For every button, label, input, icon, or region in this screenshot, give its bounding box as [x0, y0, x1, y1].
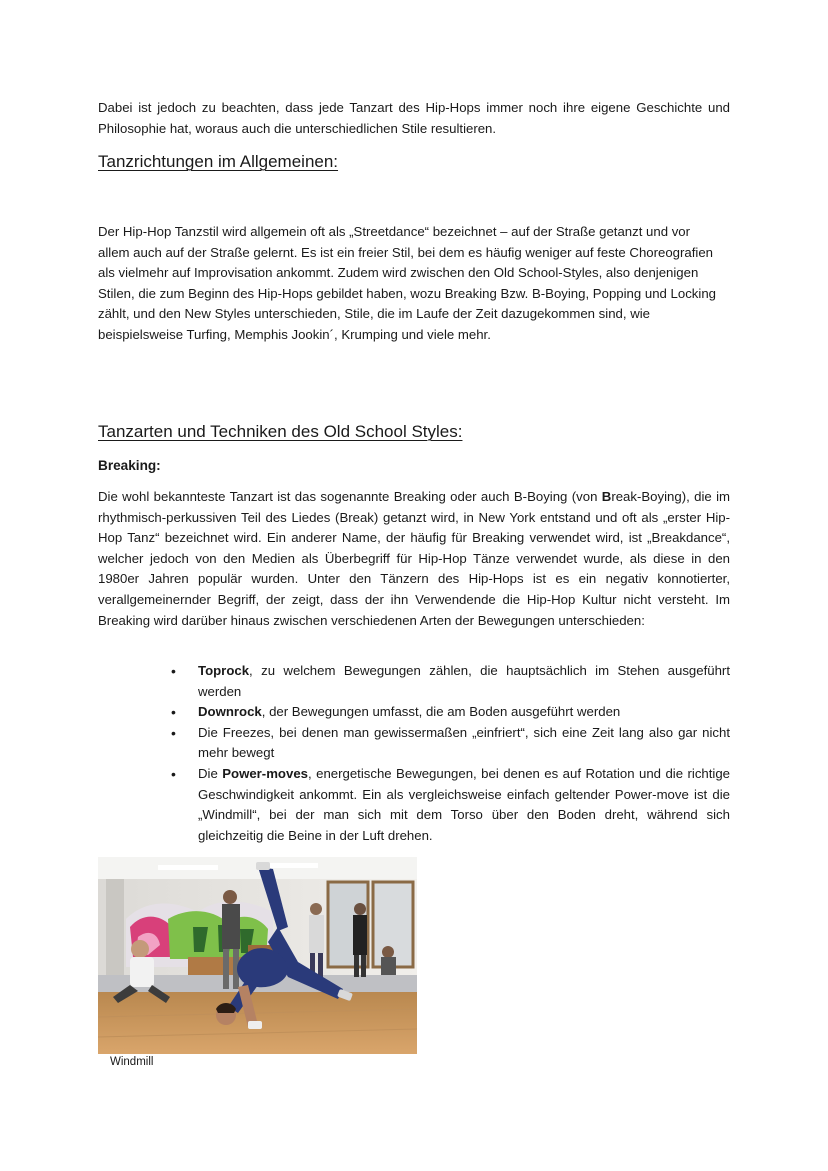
photo-ceiling-light: [268, 863, 318, 868]
photo-pillar: [106, 879, 124, 984]
general-paragraph: Der Hip-Hop Tanzstil wird allgemein oft als „Streetdance“ bezeichnet – auf der Straße getanzt und vor allem auch auf der Straße gelernt. Es ist ein freier Stil, bei dem es häufig weniger auf feste Choreografien als vielmehr auf Improvisation ankommt. Zudem wird zwischen den Old School-Styles, also denjenigen Stilen, die zum Beginn des Hip-Hops gebildet haben, wozu Breaking Bzw. B-Boying, Popping und Locking zählt, und den New Styles unterschieden, Stile, die im Laufe der Zeit dazugekommen sind, wie beispielsweise Turfing, Memphis Jookin´, Krumping und viele mehr.: [98, 224, 716, 342]
list-item-text: , der Bewegungen umfasst, die am Boden ausgeführt werden: [261, 704, 621, 720]
list-item-powermoves: [168, 764, 730, 846]
movement-list: [168, 661, 730, 846]
list-item-text: , zu welchem Bewegungen zählen, die hauptsächlich im Stehen ausgeführt werden: [198, 663, 730, 699]
breaking-paragraph: [98, 487, 730, 631]
list-item-text: , energetische Bewegungen, bei denen es auf Rotation und die richtige Geschwindigkeit ankommt. Ein als vergleichsweise einfach geltender Power-move ist die „Windmill“, bei der man sich mit dem Torso über den Boden dreht, während sich gleichzeitig die Beine in der Luft drehen.: [198, 765, 731, 843]
list-item-toprock: [168, 661, 730, 702]
list-item-downrock: [168, 702, 730, 723]
list-item-bold: Power-moves: [222, 765, 308, 781]
photo-ceiling-light: [158, 865, 218, 870]
heading-oldschool: Tanzarten und Techniken des Old School Styles:: [98, 422, 463, 441]
list-item-freezes: [168, 723, 730, 764]
list-item-bold: Toprock: [198, 663, 250, 678]
breaking-text-part2: reak-Boying), die im rhythmisch-perkussiven Teil des Liedes (Break) getanzt wird, in New York entstand und oft als „erster Hip-Hop Tanz“ bezeichnet wird. Ein anderer Name, der häufig für Breaking verwendet wird, ist „Breakdance“, welcher jedoch von den Medien als Überbegriff für Hip-Hop Tänze verwendet wurde, als diese in den 1980er Jahren populär wurden. Unter den Tänzern des Hip-Hops ist es ein negativ konnotierter, verallgemeinernder Begriff, der zeigt, dass der ihn Verwendende die Hip-Hop Kultur nicht versteht. Im Breaking wird darüber hinaus zwischen verschiedenen Arten der Bewegungen unterschieden:: [98, 489, 731, 628]
photo-caption: Windmill: [110, 1056, 154, 1068]
list-item-text: Die Freezes, bei denen man gewissermaßen „einfriert“, sich eine Zeit lang also gar nicht mehr bewegt: [198, 724, 730, 761]
breaking-text-bold: B: [601, 489, 612, 504]
windmill-photo: [98, 857, 417, 1054]
heading-general: Tanzrichtungen im Allgemeinen:: [98, 152, 339, 171]
intro-paragraph: Dabei ist jedoch zu beachten, dass jede Tanzart des Hip-Hops immer noch ihre eigene Geschichte und Philosophie hat, woraus auch die unterschiedlichen Stile resultieren.: [98, 100, 730, 136]
list-item-bold: Downrock: [198, 704, 262, 720]
breaking-text-part1: Die wohl bekannteste Tanzart ist das sogenannte Breaking oder auch B-Boying (von: [98, 489, 602, 504]
list-item-pre: Die: [198, 765, 223, 781]
subheading-breaking: Breaking:: [98, 458, 161, 473]
